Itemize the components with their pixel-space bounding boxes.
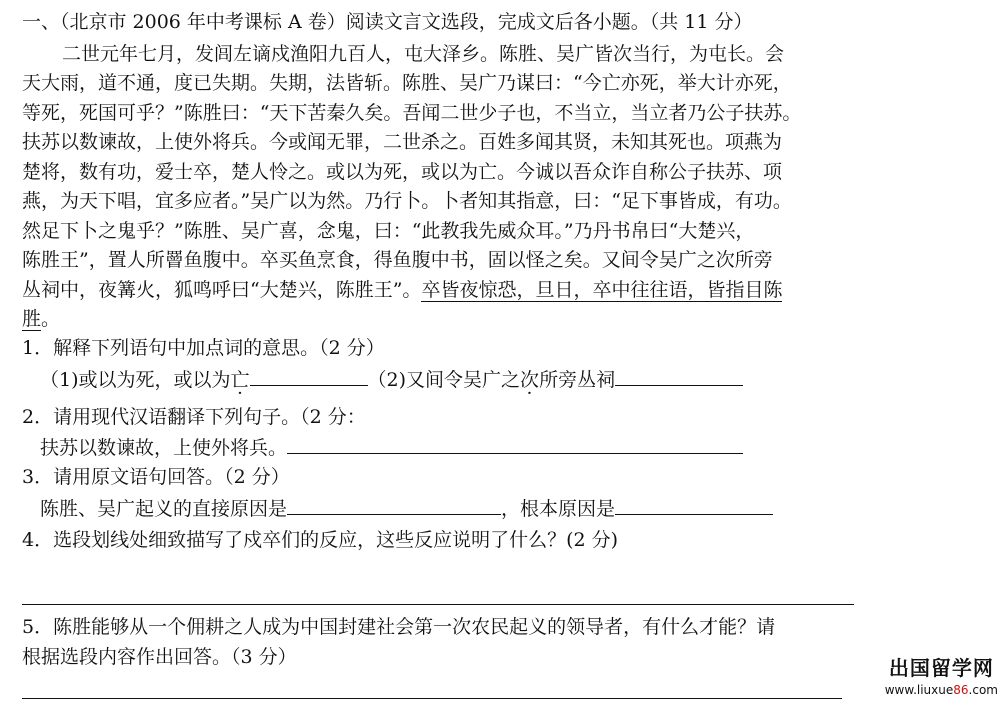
passage-line-1: 二世元年七月，发闾左谪戍渔阳九百人，屯大泽乡。陈胜、吴广皆次当行，为屯长。会 [62, 43, 785, 65]
watermark-url-accent: 86 [953, 683, 969, 697]
q3-root-cause-label: ，根本原因是 [501, 498, 616, 520]
passage-line-3: 等死，死国可乎？”陈胜曰：“天下苦秦久矣。吾闻二世少子也，不当立，当立者乃公子扶苏。 [22, 102, 802, 124]
q3-direct-cause-label: 陈胜、吴广起义的直接原因是 [40, 498, 288, 520]
question-3-row [40, 496, 773, 521]
passage-line-9-plain: 丛祠中，夜篝火，狐鸣呼曰“大楚兴，陈胜王”。 [22, 279, 422, 301]
passage-line-7: 然足下卜之鬼乎？”陈胜、吴广喜，念鬼，曰：“此教我先威众耳。”乃丹书帛曰“大楚兴， [22, 220, 755, 242]
underlined-passage: 卒皆夜惊恐，旦日，卒中往往语，皆指目陈 [421, 279, 783, 301]
q1-part2-text: （2)又间令吴广之 [367, 369, 521, 391]
question-2-stem: 2．请用现代汉语翻译下列句子。（2 分： [22, 406, 366, 428]
question-3-stem: 3．请用原文语句回答。（2 分） [22, 466, 290, 488]
question-5-stem-line-1: 5．陈胜能够从一个佣耕之人成为中国封建社会第一次农民起义的领导者，有什么才能？请 [22, 616, 776, 638]
passage-line-2: 天大雨，道不通，度已失期。失期，法皆斩。陈胜、吴广乃谋曰：“今亡亦死，举大计亦死， [22, 72, 792, 94]
q1-answer-blank-2[interactable] [615, 367, 743, 386]
passage-line-6: 燕，为天下唱，宜多应者。”吴广以为然。乃行卜。卜者知其指意，曰：“足下事皆成，有功。 [22, 190, 792, 212]
watermark-name: 出国留学网 [888, 656, 994, 680]
question-1-stem: 1．解释下列语句中加点词的意思。（2 分） [22, 337, 385, 359]
passage-line-4: 扶苏以数谏故，上使外将兵。今或闻无罪，二世杀之。百姓多闻其贤，未知其死也。项燕为 [22, 131, 783, 153]
passage-line-9 [22, 278, 782, 302]
section-header: 一、（北京市 2006 年中考课标 A 卷）阅读文言文选段，完成文后各小题。（共 11 分） [22, 11, 753, 33]
watermark-url-suffix: .com [968, 683, 998, 697]
watermark-url-prefix: www.liuxue [884, 683, 954, 697]
q4-answer-line[interactable] [22, 604, 854, 605]
q1-dotted-word-1: 亡 [230, 369, 250, 391]
question-4-stem: 4．选段划线处细致描写了戍卒们的反应，这些反应说明了什么？(2 分) [22, 529, 619, 551]
q2-sentence: 扶苏以数谏故，上使外将兵。 [40, 437, 288, 459]
passage-line-5: 楚将，数有功，爱士卒，楚人怜之。或以为死，或以为亡。今诚以吾众诈自称公子扶苏、项 [22, 161, 783, 183]
q3-direct-cause-blank[interactable] [287, 496, 501, 515]
q5-answer-line[interactable] [22, 698, 842, 699]
q1-part2-post: 所旁丛祠 [539, 369, 616, 391]
q1-part1-text: （1)或以为死，或以为 [40, 369, 231, 391]
passage-line-8: 陈胜王”，置人所罾鱼腹中。卒买鱼烹食，得鱼腹中书，固以怪之矣。又间令吴广之次所旁 [22, 249, 773, 271]
question-1-items [40, 367, 743, 392]
q1-dotted-word-2: 次 [520, 369, 540, 391]
passage-line-10-end: 。 [41, 308, 61, 330]
q3-root-cause-blank[interactable] [615, 496, 773, 515]
passage-line-10 [22, 307, 60, 331]
q1-answer-blank-1[interactable] [250, 367, 368, 386]
question-2-sentence-row [40, 435, 743, 460]
watermark-url [885, 683, 998, 697]
underlined-passage-end: 胜 [22, 308, 42, 330]
site-watermark-logo [885, 652, 998, 697]
q2-answer-blank[interactable] [287, 435, 743, 454]
question-5-stem-line-2: 根据选段内容作出回答。（3 分） [22, 646, 297, 668]
